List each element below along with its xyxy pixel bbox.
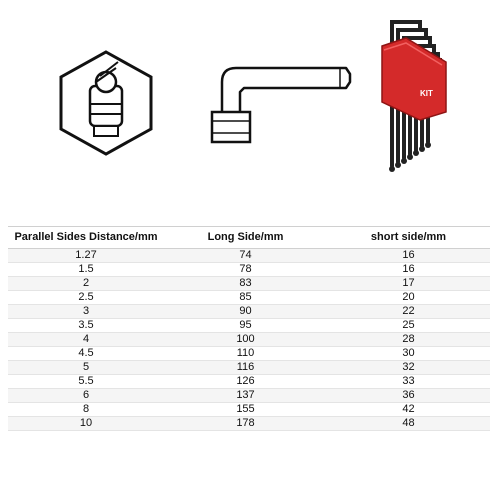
cell-parallel-sides: 8 — [8, 403, 164, 417]
cell-parallel-sides: 2 — [8, 277, 164, 291]
cell-long-side: 110 — [164, 347, 327, 361]
table-row — [8, 347, 490, 361]
table-row — [8, 277, 490, 291]
cell-short-side: 48 — [327, 417, 490, 431]
cell-short-side: 28 — [327, 333, 490, 347]
cell-short-side: 25 — [327, 319, 490, 333]
cell-parallel-sides: 5.5 — [8, 375, 164, 389]
header-long-side: Long Side/mm — [164, 227, 327, 249]
cell-parallel-sides: 1.5 — [8, 263, 164, 277]
cell-long-side: 95 — [164, 319, 327, 333]
cell-short-side: 32 — [327, 361, 490, 375]
cell-parallel-sides: 10 — [8, 417, 164, 431]
cell-long-side: 83 — [164, 277, 327, 291]
cell-long-side: 126 — [164, 375, 327, 389]
cell-long-side: 137 — [164, 389, 327, 403]
cell-long-side: 155 — [164, 403, 327, 417]
table-row — [8, 263, 490, 277]
header-parallel-sides: Parallel Sides Distance/mm — [8, 227, 164, 249]
cell-short-side: 17 — [327, 277, 490, 291]
cell-parallel-sides: 3.5 — [8, 319, 164, 333]
cell-short-side: 42 — [327, 403, 490, 417]
cell-long-side: 74 — [164, 249, 327, 263]
cell-long-side: 178 — [164, 417, 327, 431]
cell-long-side: 90 — [164, 305, 327, 319]
cell-short-side: 36 — [327, 389, 490, 403]
table-row — [8, 389, 490, 403]
cell-short-side: 22 — [327, 305, 490, 319]
cell-parallel-sides: 6 — [8, 389, 164, 403]
table-row — [8, 319, 490, 333]
cell-short-side: 16 — [327, 249, 490, 263]
cell-short-side: 33 — [327, 375, 490, 389]
cell-parallel-sides: 2.5 — [8, 291, 164, 305]
table-header-row — [8, 227, 490, 249]
table-row — [8, 249, 490, 263]
table-row — [8, 361, 490, 375]
cell-short-side: 30 — [327, 347, 490, 361]
table-row — [8, 333, 490, 347]
cell-parallel-sides: 4.5 — [8, 347, 164, 361]
cell-parallel-sides: 1.27 — [8, 249, 164, 263]
cell-long-side: 116 — [164, 361, 327, 375]
hex-key-set-photo — [376, 16, 452, 186]
cell-parallel-sides: 5 — [8, 361, 164, 375]
cell-short-side: 16 — [327, 263, 490, 277]
cell-parallel-sides: 4 — [8, 333, 164, 347]
l-shaped-hex-key-icon — [200, 60, 360, 160]
svg-text:KIT: KIT — [420, 89, 433, 98]
table-row — [8, 291, 490, 305]
table-row — [8, 375, 490, 389]
spec-table — [8, 226, 490, 431]
cell-long-side: 100 — [164, 333, 327, 347]
spec-table-body — [8, 249, 490, 431]
cell-long-side: 78 — [164, 263, 327, 277]
cell-short-side: 20 — [327, 291, 490, 305]
header-short-side: short side/mm — [327, 227, 490, 249]
table-row — [8, 403, 490, 417]
cell-parallel-sides: 3 — [8, 305, 164, 319]
table-row — [8, 305, 490, 319]
table-row — [8, 417, 490, 431]
hex-ball-socket-icon — [56, 48, 156, 158]
cell-long-side: 85 — [164, 291, 327, 305]
